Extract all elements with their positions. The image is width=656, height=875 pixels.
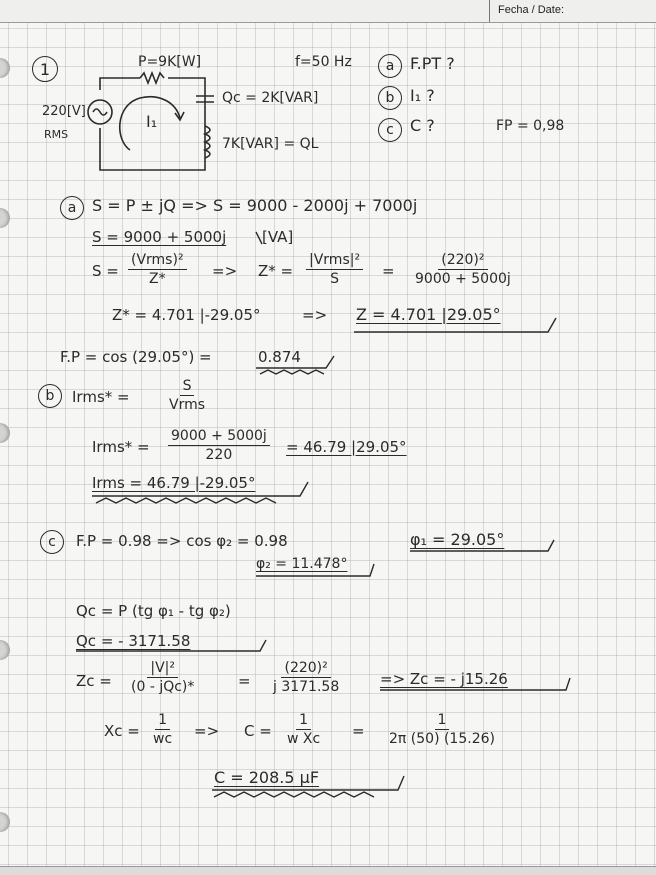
part-c-zc-equals: = (238, 672, 251, 690)
part-a-fp-line: F.P = cos (29.05°) = (60, 348, 212, 366)
part-c-zc-result: => Zc = - j15.26 (380, 670, 508, 688)
part-a-letter: a (60, 196, 84, 220)
part-c-qc-value: Qc = - 3171.58 (76, 632, 191, 650)
date-label: Fecha / Date: (498, 4, 565, 16)
inductor-reactive-power: 7K[VAR] = QL (222, 136, 319, 152)
part-b-irms-lhs-2: Irms* = (92, 438, 150, 456)
part-a-fp-value: 0.874 (258, 348, 301, 366)
current-label: I₁ (146, 112, 158, 131)
part-c-zc-lhs: Zc = (76, 672, 112, 690)
part-a-equals: = (382, 262, 395, 280)
frac-denominator: Z* (148, 271, 166, 287)
frac-numerator: (220)² (438, 252, 487, 270)
question-c-text: C ? (410, 116, 435, 135)
source-rms: RMS (44, 128, 69, 141)
part-c-c-lhs: C = (244, 722, 272, 740)
part-a-line1: S = P ± jQ => S = 9000 - 2000j + 7000j (92, 196, 418, 215)
part-c-phi2: φ₂ = 11.478° (256, 556, 348, 572)
frac-numerator: |Vrms|² (306, 252, 363, 270)
part-a-z-result: Z = 4.701 |29.05° (356, 305, 501, 324)
part-a-arrow: => (212, 262, 238, 280)
part-a-zstar-lhs: Z* = (258, 262, 294, 280)
question-b-text: I₁ ? (410, 86, 435, 105)
question-a-text: F.PT ? (410, 54, 455, 73)
circuit-frequency: f=50 Hz (295, 54, 352, 70)
part-a-s-lhs: S = (92, 262, 119, 280)
frac-denominator: Vrms (169, 397, 206, 413)
part-c-qc-formula: Qc = P (tg φ₁ - tg φ₂) (76, 602, 231, 620)
frac-numerator: 1 (155, 712, 170, 730)
part-b-letter: b (38, 384, 62, 408)
frac-denominator: 220 (205, 447, 233, 463)
frac-numerator: (Vrms)² (128, 252, 187, 270)
frac-numerator: |V|² (147, 660, 178, 678)
part-c-phi1: φ₁ = 29.05° (410, 530, 505, 549)
frac-denominator: (0 - jQc)* (131, 679, 195, 695)
part-a-apparent-power: S = 9000 + 5000j (92, 228, 227, 246)
given-power-factor: FP = 0,98 (496, 118, 565, 134)
part-a-unit: [VA] (262, 228, 294, 246)
question-letter-a: a (378, 54, 402, 78)
frac-numerator: (220)² (281, 660, 330, 678)
frac-numerator: 1 (435, 712, 450, 730)
frac-denominator: j 3171.58 (273, 679, 340, 695)
part-c-xc-lhs: Xc = (104, 722, 140, 740)
circuit-power: P=9K[W] (138, 54, 202, 70)
frac-denominator: 2π (50) (15.26) (389, 731, 495, 747)
part-c-letter: c (40, 530, 64, 554)
part-c-line1: F.P = 0.98 => cos φ₂ = 0.98 (76, 532, 288, 550)
part-b-irms-conj-result: = 46.79 |29.05° (286, 438, 407, 456)
problem-number: 1 (32, 56, 58, 82)
part-b-irms-result: Irms = 46.79 |-29.05° (92, 474, 256, 492)
frac-denominator: S (330, 271, 339, 287)
part-a-arrow-2: => (302, 306, 328, 324)
frac-numerator: 9000 + 5000j (168, 428, 270, 446)
part-c-final-result: C = 208.5 μF (214, 768, 320, 787)
frac-numerator: S (180, 378, 195, 396)
frac-denominator: wc (153, 731, 173, 747)
source-voltage: 220[V] (42, 104, 86, 119)
part-b-irms-lhs: Irms* = (72, 388, 130, 406)
capacitor-reactive-power: Qc = 2K[VAR] (222, 90, 319, 106)
part-c-c-equals: = (352, 722, 365, 740)
frac-numerator: 1 (296, 712, 311, 730)
question-letter-c: c (378, 118, 402, 142)
part-c-xc-arrow: => (194, 722, 220, 740)
frac-denominator: w Xc (287, 731, 321, 747)
frac-denominator: 9000 + 5000j (415, 271, 511, 287)
question-letter-b: b (378, 86, 402, 110)
part-a-zstar-result: Z* = 4.701 |-29.05° (112, 306, 261, 324)
